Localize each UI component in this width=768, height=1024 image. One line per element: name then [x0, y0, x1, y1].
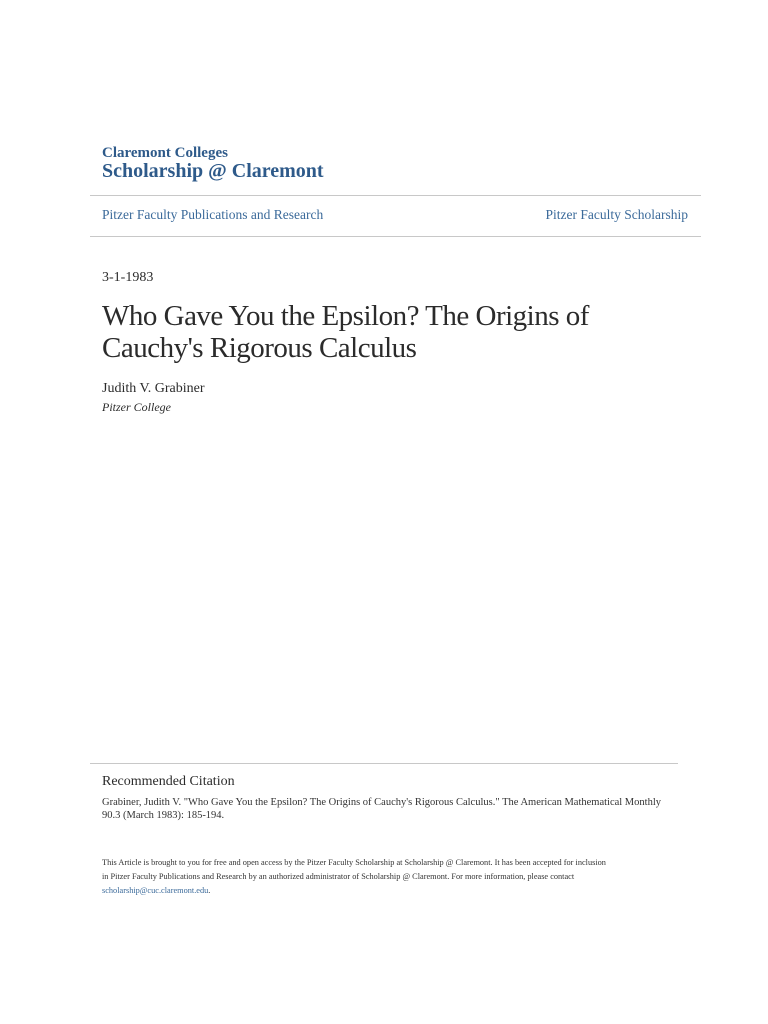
notice-line-2: in Pitzer Faculty Publications and Research by an authorized administrator of Scholarship @ Claremont. For more information, please contact [102, 872, 575, 881]
citation-text [102, 796, 672, 822]
notice-line-3 [102, 884, 672, 898]
article-title-line-2: Cauchy's Rigorous Calculus [102, 332, 417, 364]
article-title [102, 300, 662, 364]
breadcrumb-series-link[interactable]: Pitzer Faculty Publications and Research [102, 207, 324, 222]
access-notice [102, 856, 672, 898]
citation-divider [90, 763, 678, 764]
contact-email-link[interactable]: scholarship@cuc.claremont.edu [102, 886, 209, 895]
institution-name-big[interactable]: Scholarship @ Claremont [102, 160, 324, 182]
citation-line-2: 90.3 (March 1983): 185-194. [102, 810, 225, 821]
citation-line-1: Grabiner, Judith V. "Who Gave You the Epsilon? The Origins of Cauchy's Rigorous Calculus." The American Mathematical Monthly [102, 797, 661, 808]
notice-period: . [208, 886, 211, 895]
header-divider-top [90, 195, 701, 196]
institution-name-small[interactable]: Claremont Colleges [102, 145, 228, 161]
notice-line-1: This Article is brought to you for free and open access by the Pitzer Faculty Scholarship at Scholarship @ Claremont. It has been accepted for inclusion [102, 858, 606, 867]
author-name: Judith V. Grabiner [102, 381, 205, 396]
publication-date: 3-1-1983 [102, 270, 154, 285]
citation-heading: Recommended Citation [102, 774, 235, 789]
author-affiliation: Pitzer College [102, 400, 171, 414]
header-divider-bottom [90, 236, 701, 237]
breadcrumb-collection-link[interactable]: Pitzer Faculty Scholarship [545, 207, 688, 222]
article-title-line-1: Who Gave You the Epsilon? The Origins of [102, 300, 589, 332]
